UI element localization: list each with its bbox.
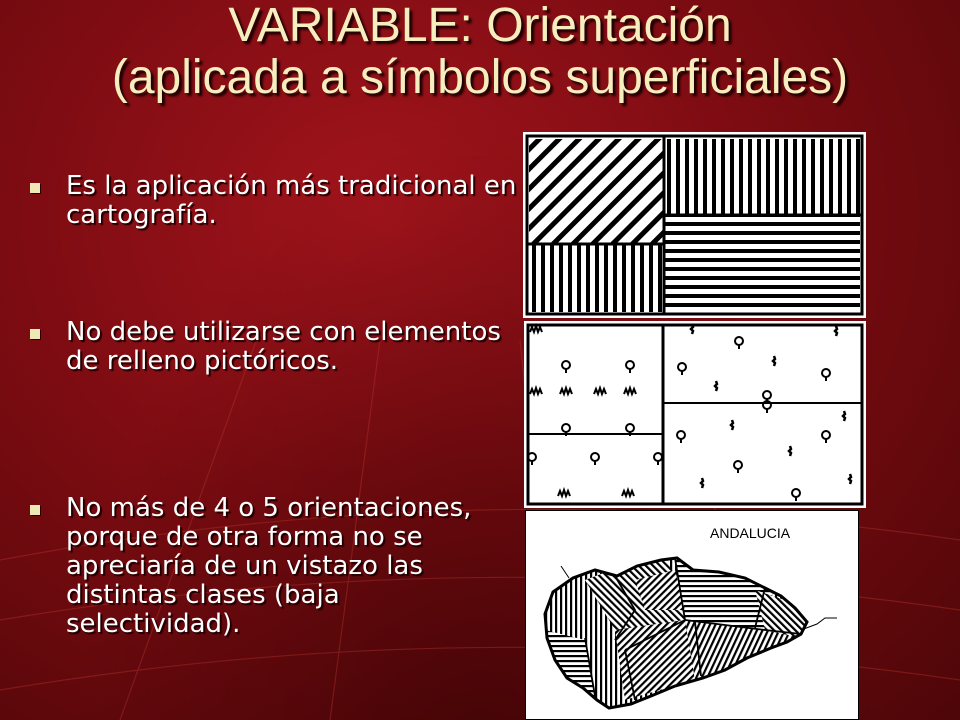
map-label: ANDALUCIA [710, 525, 791, 541]
andalucia-map-figure [525, 510, 859, 720]
bullet-text: No debe utilizarse con elementos de relleno pictóricos. [66, 317, 501, 376]
bullet-item [30, 494, 520, 639]
pictorial-symbol-panels-icon [524, 321, 866, 508]
hatched-panels-figure [523, 132, 866, 318]
slide-title [0, 0, 960, 104]
bullet-marker-icon [30, 329, 40, 339]
bullet-text: Es la aplicación más tradicional en cartografía. [66, 171, 517, 230]
andalucia-map-icon [525, 510, 859, 720]
pictorial-symbol-panels-figure [524, 321, 866, 508]
bullet-item [30, 172, 520, 230]
bullet-item [30, 318, 520, 376]
slide-title-line-1: VARIABLE: Orientación [228, 0, 732, 52]
bullet-text: No más de 4 o 5 orientaciones, porque de otra forma no se apreciaría de un vistazo las distintas clases (baja selectividad). [66, 493, 472, 639]
bullet-marker-icon [30, 183, 40, 193]
bullet-marker-icon [30, 505, 40, 515]
hatched-panels-icon [523, 132, 866, 318]
slide-title-line-2: (aplicada a símbolos superficiales) [111, 51, 849, 104]
